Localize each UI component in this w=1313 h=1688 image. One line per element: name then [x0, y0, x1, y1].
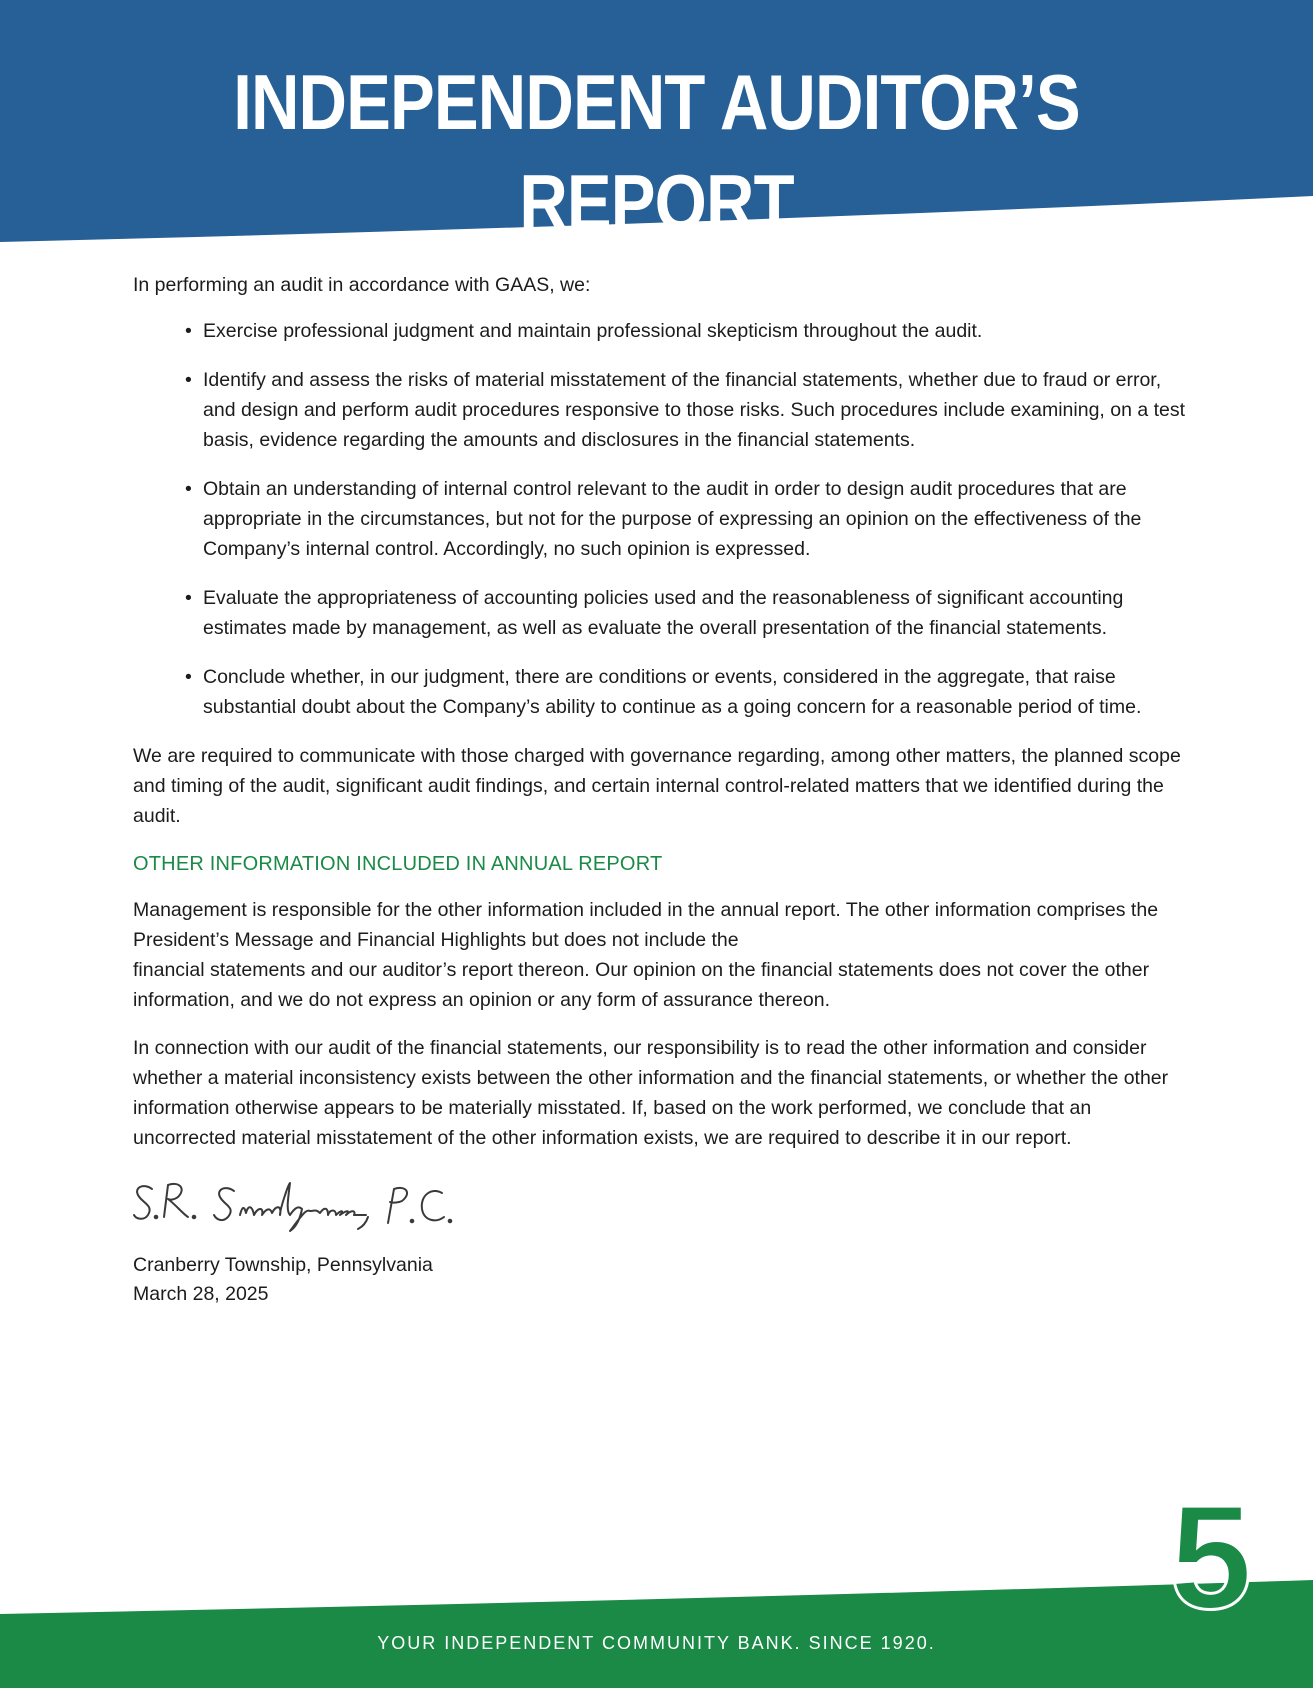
bullet-icon: •: [185, 320, 192, 342]
signature-block: [133, 1251, 433, 1309]
list-item-text: Conclude whether, in our judgment, there are conditions or events, considered in the aggregate, that raise substantial doubt about the Company’s ability to continue as a going concern for a reasonable period of time.: [203, 666, 1142, 718]
list-item: [185, 662, 1193, 722]
other-information-line-1: Management is responsible for the other information included in the annual report. The other information comprises the President’s Message and Financial Highlights but does not include the: [133, 899, 1159, 951]
list-item: [185, 583, 1193, 643]
handwritten-signature: [130, 1175, 470, 1245]
section-heading-other-information: OTHER INFORMATION INCLUDED IN ANNUAL REPORT: [133, 853, 663, 875]
list-item-text: Identify and assess the risks of material misstatement of the financial statements, whether due to fraud or error, and design and perform audit procedures responsive to those risks. Such procedures include examining, on a test basis, evidence regarding the amounts and disclosures in the financial statements.: [203, 369, 1186, 451]
procedures-list: [133, 316, 1193, 722]
list-item-text: Exercise professional judgment and maintain professional skepticism throughout the audit.: [203, 320, 983, 342]
footer-band: [0, 1560, 1313, 1688]
page-title: INDEPENDENT AUDITOR’S REPORT: [233, 58, 1080, 246]
other-information-paragraph: [133, 895, 1193, 1015]
report-body: [133, 270, 1193, 1171]
governance-paragraph: We are required to communicate with those charged with governance regarding, among other matters, the planned scope and timing of the audit, significant audit findings, and certain internal control-related matters that we identified during the audit.: [133, 745, 1181, 827]
signature-location: Cranberry Township, Pennsylvania: [133, 1254, 433, 1276]
footer-wave-shape: [0, 1560, 1313, 1688]
connection-paragraph: In connection with our audit of the financial statements, our responsibility is to read the other information and consider whether a material inconsistency exists between the other information and the financial statements, or whether the other information otherwise appears to be materially misstated. If, based on the work performed, we conclude that an uncorrected material misstatement of the other information exists, we are required to describe it in our report.: [133, 1037, 1169, 1149]
signature-image: [130, 1175, 470, 1245]
signature-date: March 28, 2025: [133, 1283, 269, 1305]
list-item: [185, 316, 1193, 346]
list-item-text: Evaluate the appropriateness of accounting policies used and the reasonableness of significant accounting estimates made by management, as well as evaluate the overall presentation of the financial statements.: [203, 587, 1124, 639]
list-item: [185, 365, 1193, 455]
bullet-icon: •: [185, 587, 192, 609]
page-number: 5: [1170, 1475, 1253, 1640]
list-item-text: Obtain an understanding of internal control relevant to the audit in order to design audit procedures that are appropriate in the circumstances, but not for the purpose of expressing an opinion on the effectiveness of the Company’s internal control. Accordingly, no such opinion is expressed.: [203, 478, 1142, 560]
other-information-line-2: financial statements and our auditor’s report thereon. Our opinion on the financial statements does not cover the other information, and we do not express an opinion or any form of assurance thereon.: [133, 959, 1150, 1011]
list-item: [185, 474, 1193, 564]
footer-tagline: YOUR INDEPENDENT COMMUNITY BANK. SINCE 1920.: [377, 1633, 936, 1653]
bullet-icon: •: [185, 478, 192, 500]
bullet-icon: •: [185, 666, 192, 688]
intro-text: In performing an audit in accordance with GAAS, we:: [133, 274, 591, 296]
bullet-icon: •: [185, 369, 192, 391]
